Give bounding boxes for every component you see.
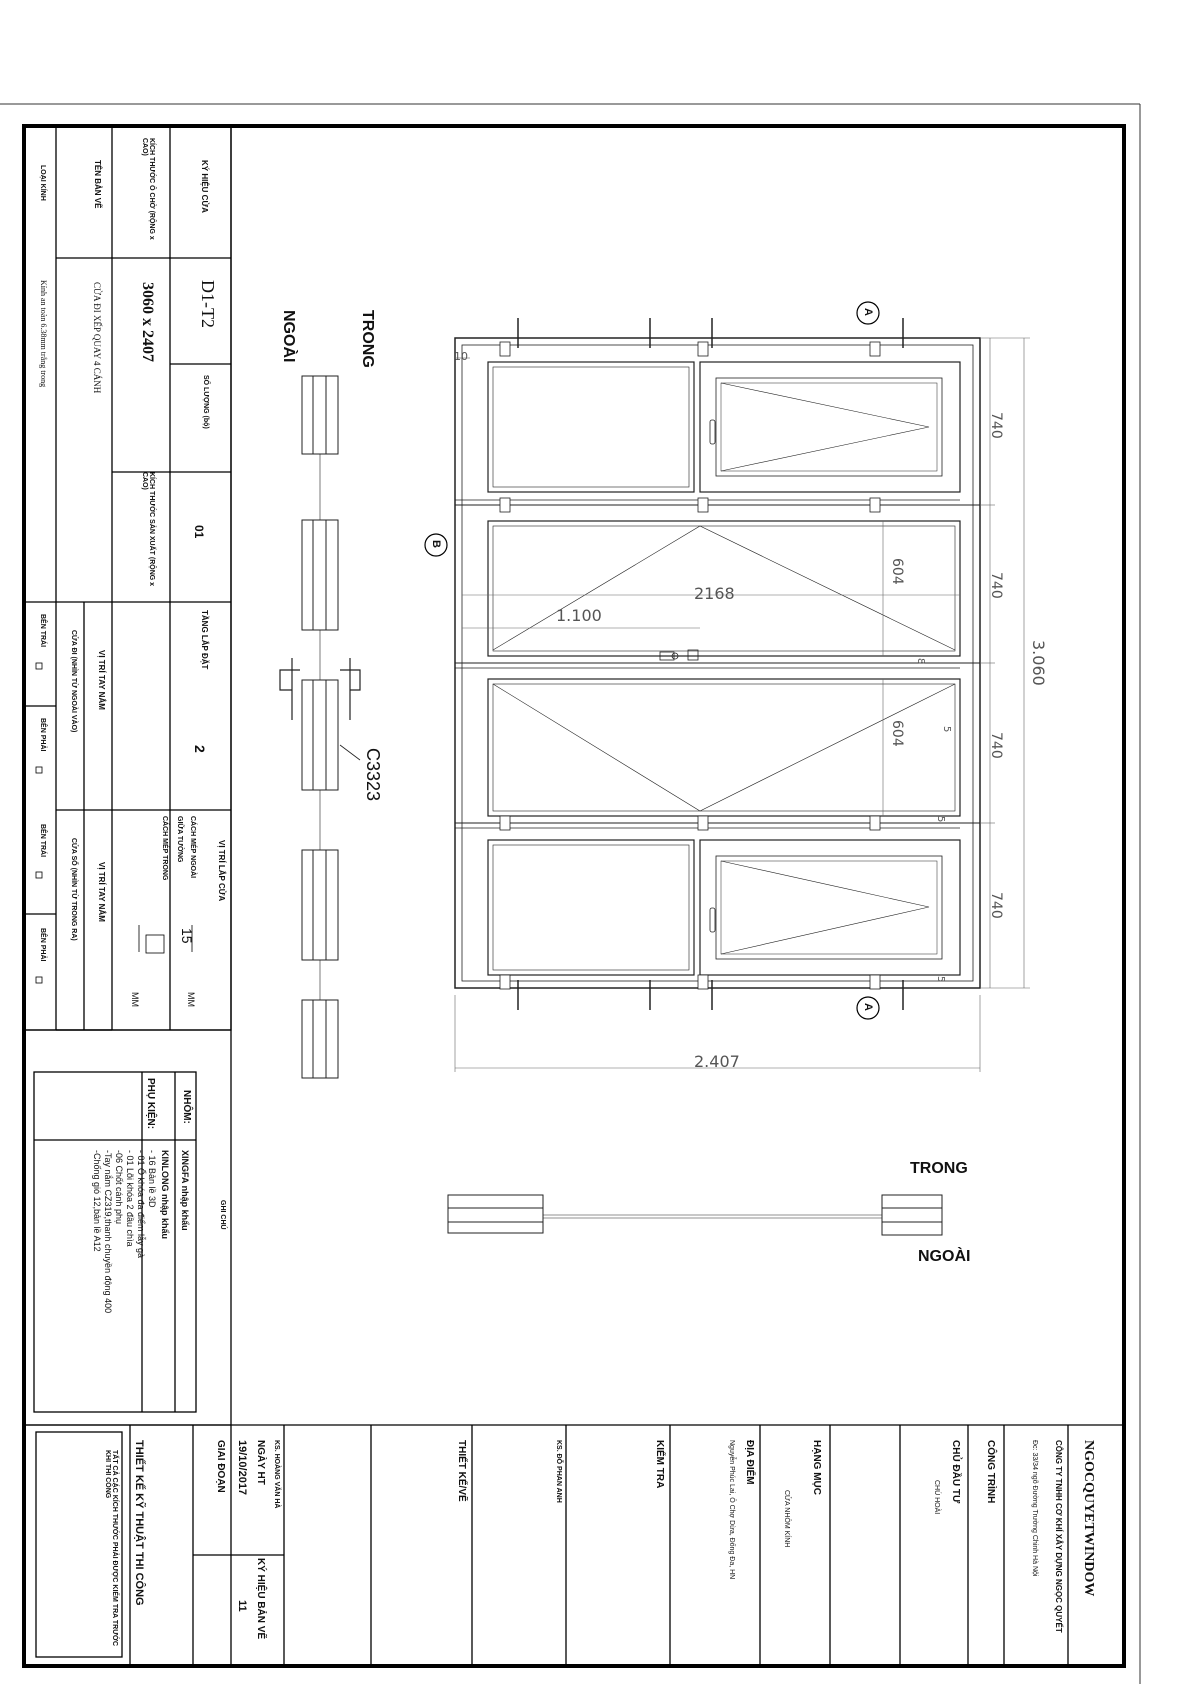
label-ky-hieu-ban-ve: KÝ HIỆU BẢN VẼ — [255, 1558, 266, 1640]
note-kiem-tra: TẤT CẢ CÁC KÍCH THƯỚC PHẢI ĐƯỢC KIỂM TRA TRƯỚC KHI THI CÔNG — [104, 1450, 118, 1647]
value-kiem-tra: KS. ĐỖ PHAN ANH — [555, 1440, 562, 1503]
hinges — [500, 342, 880, 989]
label-vi-tri-lap-cua: VỊ TRÍ LẮP CỬA — [217, 840, 226, 902]
value-giai-doan: THIẾT KẾ KỸ THUẬT THI CÔNG — [133, 1440, 145, 1606]
label-nhom: NHÔM: — [181, 1090, 192, 1124]
section-marker-b: B — [430, 540, 442, 548]
dim-total-height: 2.407 — [694, 1052, 740, 1071]
value-ky-hieu-ban-ve: 11 — [236, 1600, 248, 1612]
company-address: Đc: 33/34 ngõ Đường Trường Chinh Hà Nội — [1031, 1440, 1038, 1577]
label-ngoai-top: NGOÀI — [280, 310, 297, 363]
value-cach-mep-ngoai: 15 — [179, 928, 195, 944]
label-giua-tuong: GIỮA TƯỜNG — [176, 816, 183, 863]
value-thiet-ke: KS. HOÀNG VĂN HÀ — [273, 1440, 280, 1509]
dim-gap-5a: 5 — [941, 726, 952, 733]
sheet-frame — [24, 126, 1124, 1666]
phu-kien-item: -Chống gió 12,bản lề A12 — [92, 1150, 102, 1252]
value-hang-muc: CỬA NHÔM KÍNH — [783, 1490, 790, 1548]
dim-panel-2: 740 — [988, 572, 1004, 599]
label-ngay-ht: NGÀY HT — [255, 1440, 266, 1485]
anchor-screws — [518, 318, 903, 1010]
label-so-luong: SỐ LƯỢNG (bộ) — [202, 375, 209, 429]
label-ten-ban-ve: TÊN BẢN VẼ — [93, 160, 102, 209]
value-dia-diem: Nguyễn Phúc Lai, Ô Chợ Dừa, Đống Đa, HN — [728, 1440, 735, 1580]
value-nhom: XINGFA nhập khẩu — [180, 1150, 190, 1231]
label-cong-trinh: CÔNG TRÌNH — [985, 1440, 996, 1504]
label-vi-tri-tay-nam-2: VỊ TRÍ TAY NẮM — [97, 862, 106, 922]
label-vi-tri-tay-nam-1: VỊ TRÍ TAY NẮM — [97, 650, 106, 710]
section-profiles-horizontal — [448, 1195, 942, 1235]
label-ky-hieu-cua: KÝ HIỆU CỬA — [200, 160, 209, 213]
label-ben-phai-2: BÊN PHẢI — [39, 928, 46, 962]
label-cach-mep-ngoai: CÁCH MÉP NGOÀI — [189, 816, 196, 879]
company-logo: NGOCQUYETWINDOW — [1081, 1440, 1096, 1597]
company-name: CÔNG TY TNHH CƠ KHÍ XÂY DỰNG NGỌC QUYẾT — [1054, 1440, 1063, 1633]
label-ben-trai-1: BÊN TRÁI — [39, 614, 46, 648]
value-so-luong: 01 — [192, 525, 206, 539]
dim-gap-5b: 5 — [935, 816, 946, 823]
label-profile-code: C3323 — [363, 748, 383, 802]
phu-kien-item: - 01 Ổ khóa đa điểm lẫy gà — [136, 1150, 146, 1259]
label-dia-diem: ĐỊA ĐIỂM — [744, 1440, 755, 1485]
dim-panel-4: 740 — [988, 892, 1004, 919]
dimension-lines — [455, 338, 1030, 1072]
label-thiet-ke: THIẾT KẾ/VẼ — [456, 1440, 467, 1502]
phu-kien-item: -06 Chốt cánh phụ — [114, 1150, 124, 1225]
label-chu-dau-tu: CHỦ ĐẦU TƯ — [950, 1440, 961, 1504]
label-phu-kien: PHỤ KIỆN: — [145, 1078, 156, 1130]
label-ben-trai-2: BÊN TRÁI — [39, 824, 46, 858]
label-tang-lap-dat: TẦNG LẮP ĐẶT — [200, 610, 209, 670]
dim-panel-3: 740 — [988, 732, 1004, 759]
value-ky-hieu-cua: D1-T2 — [198, 280, 218, 328]
value-tang-lap-dat: 2 — [192, 745, 208, 753]
value-loai-kinh: Kính an toàn 6.38mm trắng trong — [39, 280, 48, 388]
label-giai-doan: GIAI ĐOẠN — [215, 1440, 226, 1493]
phu-kien-item: - 01 Lõi khóa 2 đầu chìa — [125, 1150, 135, 1247]
phu-kien-item: - 16 Bản lề 3D — [147, 1150, 157, 1208]
label-loai-kinh: LOẠI KÍNH — [39, 165, 46, 201]
dim-handle-height: 1.100 — [556, 606, 602, 625]
phu-kien-item: -Tay nắm CZ319,thanh chuyền động 400 — [103, 1150, 113, 1314]
unit-mm-2: MM — [130, 992, 140, 1007]
dim-panel-1: 740 — [988, 412, 1004, 439]
label-ghi-chu: GHI CHÚ — [219, 1200, 226, 1230]
label-trong-bottom: TRONG — [910, 1160, 968, 1177]
label-cua-di: CỬA ĐI (NHÌN TỪ NGOÀI VÀO) — [70, 630, 77, 733]
label-kt-san-xuat: KÍCH THƯỚC SẢN XUẤT (RỘNG x CAO) — [141, 472, 155, 587]
label-kt-o-cho: KÍCH THƯỚC Ô CHỜ (RỘNG x CAO) — [141, 138, 155, 240]
label-ngoai-bottom: NGOÀI — [918, 1248, 971, 1265]
label-cua-so: CỬA SỔ (NHÌN TỪ TRONG RA) — [70, 838, 77, 941]
section-marker-a-bottom: A — [862, 1003, 874, 1011]
label-hang-muc: HẠNG MỤC — [811, 1440, 822, 1495]
label-ben-phai-1: BÊN PHẢI — [39, 718, 46, 752]
section-marker-a-top: A — [862, 308, 874, 316]
section-profiles-vertical — [302, 376, 338, 1078]
phu-kien-brand: KINLONG nhập khẩu — [160, 1150, 170, 1240]
dim-inner-height: 2168 — [694, 584, 735, 603]
label-trong-top: TRONG — [359, 310, 376, 368]
door-elevation — [455, 338, 980, 988]
label-cach-mep-trong: CÁCH MÉP TRONG — [161, 816, 168, 881]
label-kiem-tra: KIỂM TRA — [654, 1440, 665, 1489]
dim-total-width: 3.060 — [1029, 640, 1048, 686]
value-kt-o-cho: 3060 x 2407 — [139, 282, 156, 362]
dim-sash-a: 604 — [889, 558, 905, 585]
checkboxes — [36, 663, 164, 983]
value-ngay-ht: 19/10/2017 — [236, 1440, 248, 1496]
dim-gap-8: 8 — [915, 658, 926, 665]
unit-mm-1: MM — [186, 992, 196, 1007]
dim-gap-5c: 5 — [935, 976, 946, 983]
dim-sash-b: 604 — [889, 720, 905, 747]
value-ten-ban-ve: CỬA ĐI XẾP QUAY 4 CÁNH — [92, 282, 102, 394]
dim-gap-10: 10 — [454, 350, 468, 363]
value-chu-dau-tu: CHÚ HOÀI — [933, 1480, 940, 1515]
